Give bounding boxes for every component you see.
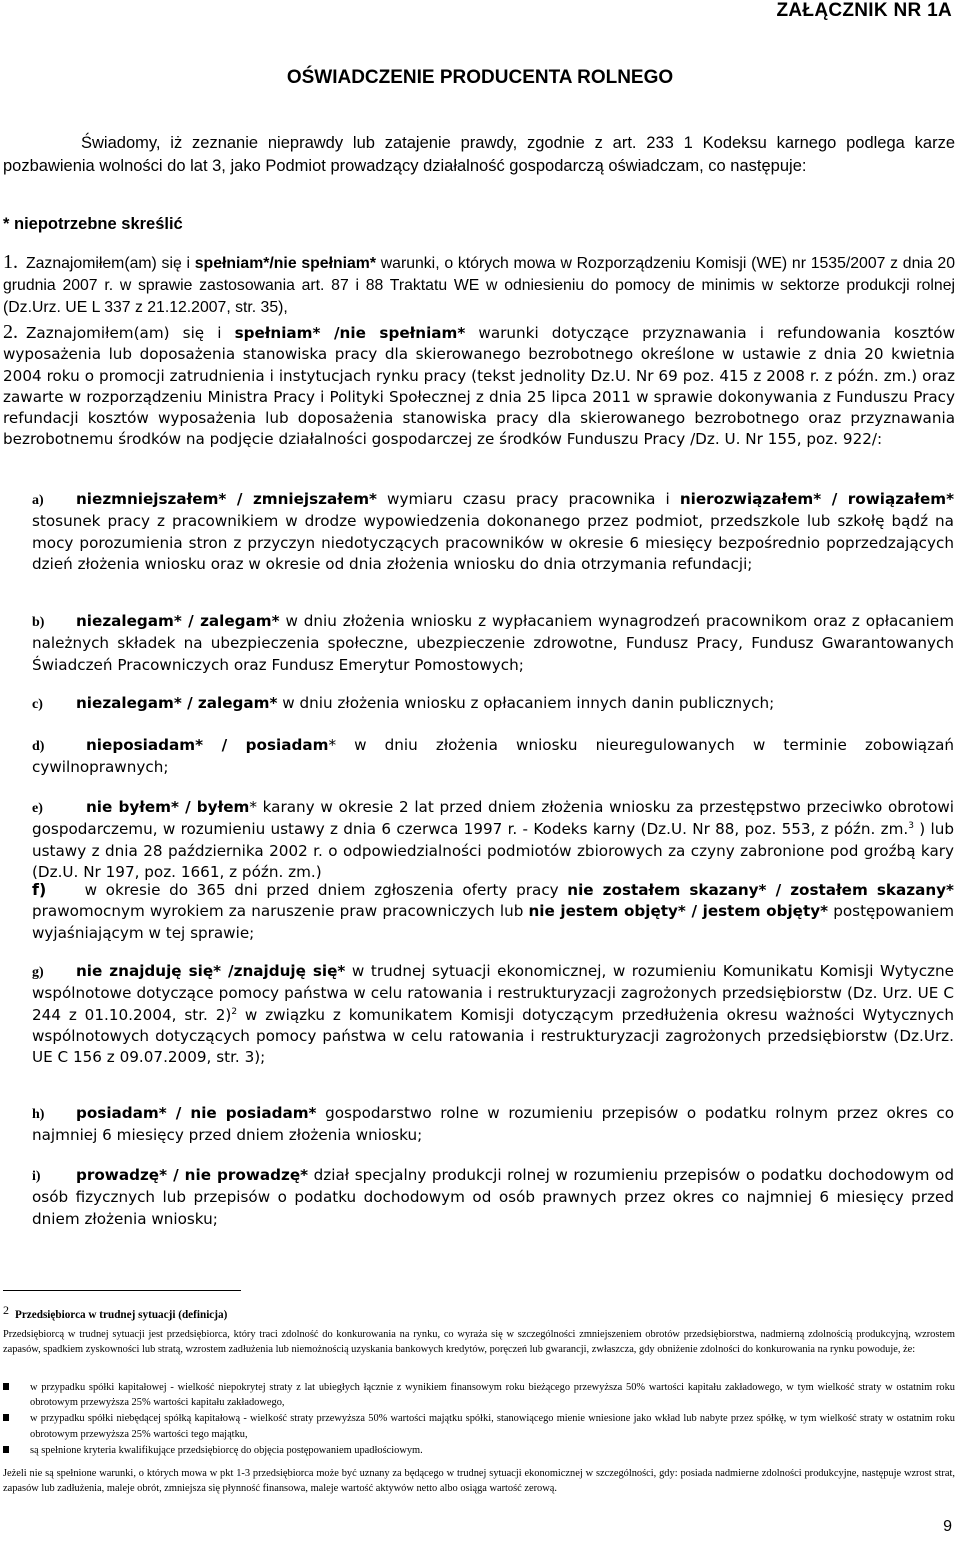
item-c-text: w dniu złożenia wniosku z opłacaniem innych danin publicznych; — [277, 694, 775, 712]
item-e-label: e) — [32, 801, 43, 816]
item-b-choice: niezalegam* / zalegam* — [76, 612, 280, 630]
point-2-text-a: Zaznajomiłem(am) się i — [26, 324, 235, 342]
item-c — [32, 693, 954, 715]
item-e-text-1: * karany w okresie 2 lat przed dniem złożenia wniosku za przestępstwo przeciwko obrotowi gospodarczemu, w rozumieniu ustawy z dnia 6 czerwca 1997 r. - Kodeks karny (Dz.U. Nr 88, poz. 553, z późn. zm. — [32, 798, 955, 839]
footnote-number: 2 — [3, 1303, 9, 1317]
footnote-bullet-text: w przypadku spółki niebędącej spółką kapitałową - wielkość straty przewyższa 50% wartości majątku spółki, stanowiącego mienie wniesione jako wkład lub nabyte przez spółkę, w tym wielkość straty w ostatnim roku obrotowym przewyższa 25% wartości tego majątku, — [30, 1413, 955, 1440]
item-f-choice-1: nie zostałem skazany* / zostałem skazany* — [567, 881, 954, 899]
point-1 — [3, 251, 955, 320]
item-f-text-2: prawomocnym wyrokiem za naruszenie praw pracowniczych lub — [32, 902, 529, 921]
point-2-choice: spełniam* /nie spełniam* — [234, 324, 466, 342]
item-e-text-2: ) lub ustawy z dnia 28 października 2002 r. o odpowiedzialności podmiotów zbiorowych za czyny zabronione pod groźbą kary (Dz.U. Nr 197, poz. 1661, z późn. zm.) — [32, 820, 954, 881]
footnote-bullet-3 — [3, 1443, 955, 1458]
item-g-text-1: w trudnej sytuacji ekonomicznej, w rozumieniu Komunikatu Komisji Wytyczne wspólnotowe dotyczące pomocy państwa w celu ratowania i restrukturyzacji zagrożonych przedsiębiorstw (Dz. Urz. UE C 244 z 01.10.2004, str. 2) — [32, 962, 954, 1024]
item-g-choice: nie znajduję się* /znajduję się* — [76, 962, 346, 980]
footnote-closing: Jeżeli nie są spełnione warunki, o których mowa w pkt 1-3 przedsiębiorca może być uznany za będącego w trudnej sytuacji ekonomicznej w szczególności, gdy: posiada nadmierne zdolności produkcyjne, następuje wzrost strat, zapasów lub zadłużenia, maleje obrót, zmniejsza się płynność finansowa, maleje wartość aktywów netto albo osiąga wartość zerową. — [3, 1468, 955, 1495]
item-a-choice-1: niezmniejszałem* / zmniejszałem* — [76, 490, 377, 508]
item-e-choice: nie byłem* / byłem — [86, 798, 250, 816]
item-g — [32, 961, 954, 1068]
item-i-choice: prowadzę* / nie prowadzę* — [76, 1166, 309, 1184]
footnote-heading-text: Przedsiębiorca w trudnej sytuacji (definicja) — [15, 1309, 228, 1321]
item-d-choice: nieposiadam* / posiadam — [86, 736, 329, 754]
item-d — [32, 735, 954, 779]
item-a-text-1: wymiaru czasu pracy pracownika i — [376, 490, 680, 508]
item-i-label: i) — [32, 1169, 41, 1184]
strike-note: * niepotrzebne skreślić — [3, 215, 183, 233]
footnote-bullet-list — [3, 1380, 955, 1459]
page-number: 9 — [943, 1518, 952, 1535]
item-g-footnote-ref: 2 — [231, 1006, 238, 1017]
item-g-label: g) — [32, 965, 44, 980]
item-b-label: b) — [32, 615, 45, 630]
item-f-choice-2: nie jestem objęty* / jestem objęty* — [528, 902, 829, 921]
point-2-number: 2. — [3, 321, 18, 343]
item-c-label: c) — [32, 697, 43, 712]
point-2-text-b: warunki dotyczące przyznawania i refundowania kosztów wyposażenia lub doposażenia stanowiska pracy dla skierowanego bezrobotnego określone w ustawie z dnia 20 kwietnia 2004 roku o promocji zatrudnienia i instytucjach rynku pracy (tekst jednolity Dz.U. Nr 69 poz. 415 z 2008 r. z późn. zm.) oraz zawarte w rozporządzeniu Ministra Pracy i Polityki Społecznej z dnia 25 lipca 2011 w sprawie dokonywania z Funduszu Pracy refundacji kosztów wyposażenia lub doposażenia stanowiska pracy dla skierowanego bezrobotnego oraz przyznawania bezrobotnemu środków na podjęcie działalności gospodarczej ze środków Funduszu Pracy /Dz. U. Nr 155, poz. 922/: — [3, 324, 955, 449]
point-1-text-a: Zaznajomiłem(am) się i — [26, 255, 195, 272]
item-b-text: w dniu złożenia wniosku z wypłacaniem wynagrodzeń pracownikom oraz z opłacaniem należnych składek na ubezpieczenia społeczne, ubezpieczenie zdrowotne, Fundusz Pracy, Fundusz Gwarantowanych Świadczeń Pracowniczych oraz Fundusz Emerytur Pomostowych; — [32, 612, 954, 674]
footnote-bullet-1 — [3, 1380, 955, 1410]
item-f — [32, 879, 954, 944]
footnote-bullet-text: w przypadku spółki kapitałowej - wielkość niepokrytej straty z lat ubiegłych łącznie z wynikiem finansowym roku bieżącego przewyższa 50% wartości kapitału zakładowego, w tym wielkość straty w ostatnim roku obrotowym przewyższa 25% wartości kapitału zakładowego, — [30, 1382, 955, 1409]
item-i-text: dział specjalny produkcji rolnej w rozumieniu przepisów o podatku dochodowym od osób fizycznych lub przepisów o podatku dochodowym od osób prawnych przez okres co najmniej 6 miesięcy przed dniem złożenia wniosku; — [32, 1166, 954, 1228]
footnote-separator — [3, 1290, 241, 1291]
point-1-choice: spełniam*/nie spełniam* — [194, 255, 376, 272]
item-h-label: h) — [32, 1107, 45, 1122]
annex-label: ZAŁĄCZNIK NR 1A — [776, 0, 952, 21]
bullet-square-icon — [3, 1446, 9, 1453]
item-h-choice: posiadam* / nie posiadam* — [76, 1104, 317, 1122]
point-2 — [3, 322, 955, 451]
item-d-label: d) — [32, 739, 45, 754]
bullet-square-icon — [3, 1414, 9, 1421]
intro-paragraph: Świadomy, iż zeznanie nieprawdy lub zatajenie prawdy, zgodnie z art. 233 1 Kodeksu karnego podlega karze pozbawienia wolności do lat 3, jako Podmiot prowadzący działalność gospodarczą oświadczam, co następuje: — [3, 134, 955, 175]
item-a — [32, 489, 954, 575]
item-a-text-2: stosunek pracy z pracownikiem w drodze wypowiedzenia dokonanego przez podmiot, przedszkole lub szkołę bądź na mocy porozumienia stron z przyczyn niedotyczących pracowników w okresie 6 miesięcy bezpośrednio poprzedzających dzień złożenia wniosku oraz w okresie od dnia złożenia wniosku do dnia otrzymania refundacji; — [32, 512, 954, 573]
item-a-choice-2: nierozwiązałem* / rowiązałem* — [679, 490, 955, 508]
item-h-text: gospodarstwo rolne w rozumieniu przepisów o podatku rolnym przez okres co najmniej 6 miesięcy przed dniem złożenia wniosku; — [32, 1104, 955, 1145]
item-a-label: a) — [32, 493, 44, 508]
item-b — [32, 611, 954, 676]
item-h — [32, 1103, 954, 1147]
footnote-heading — [3, 1303, 955, 1323]
item-i — [32, 1165, 954, 1230]
point-1-number: 1. — [3, 251, 18, 273]
footnote-definition: Przedsiębiorcą w trudnej sytuacji jest przedsiębiorca, który traci zdolność do konkurowania na rynku, co wyraża się w szczególności zmniejszeniem obrotów przedsiębiorstwa, nadmierną zdolnością produkcyjną, wzrostem zapasów, spadkiem zyskowności lub stratą, wzrostem zadłużenia lub niemożnością uzyskania bankowych kredytów, poręczeń lub gwarancji, zwłaszcza, gdy obniżenie zdolności do konkurowania na rynku powoduje, że: — [3, 1329, 955, 1356]
item-d-text: * w dniu złożenia wniosku nieuregulowanych w terminie zobowiązań cywilnoprawnych; — [32, 736, 954, 777]
footnote-bullet-text: są spełnione kryteria kwalifikujące przedsiębiorcę do objęcia postępowaniem upadłościowym. — [30, 1444, 423, 1456]
bullet-square-icon — [3, 1383, 9, 1390]
point-1-text-b: warunki, o których mowa w Rozporządzeniu Komisji (WE) nr 1535/2007 z dnia 20 grudnia 2007 r. w sprawie zastosowania art. 87 i 88 Traktatu WE w odniesieniu do pomocy de minimis w sektorze produkcji rolnej (Dz.Urz. UE L 337 z 21.12.2007, str. 35), — [3, 255, 955, 317]
item-f-text-1: w okresie do 365 dni przed dniem zgłoszenia oferty pracy — [76, 881, 568, 899]
item-e — [32, 797, 954, 883]
document-title: OŚWIADCZENIE PRODUCENTA ROLNEGO — [286, 67, 674, 88]
item-g-text-2: w związku z komunikatem Komisji dotyczącym przedłużenia okresu ważności Wytycznych wspólnotowych dotyczących pomocy państwa w celu ratowania i restrukturyzacji zagrożonych przedsiębiorstw (Dz.Urz. UE C 156 z 09.07.2009, str. 3); — [32, 1005, 954, 1067]
item-e-footnote-ref: 3 — [908, 821, 914, 832]
item-c-choice: niezalegam* / zalegam* — [76, 694, 278, 712]
item-f-label: f) — [32, 880, 47, 899]
footnote-bullet-2 — [3, 1411, 955, 1441]
item-f-text-3: postępowaniem wyjaśniającym w tej sprawie; — [32, 902, 955, 942]
